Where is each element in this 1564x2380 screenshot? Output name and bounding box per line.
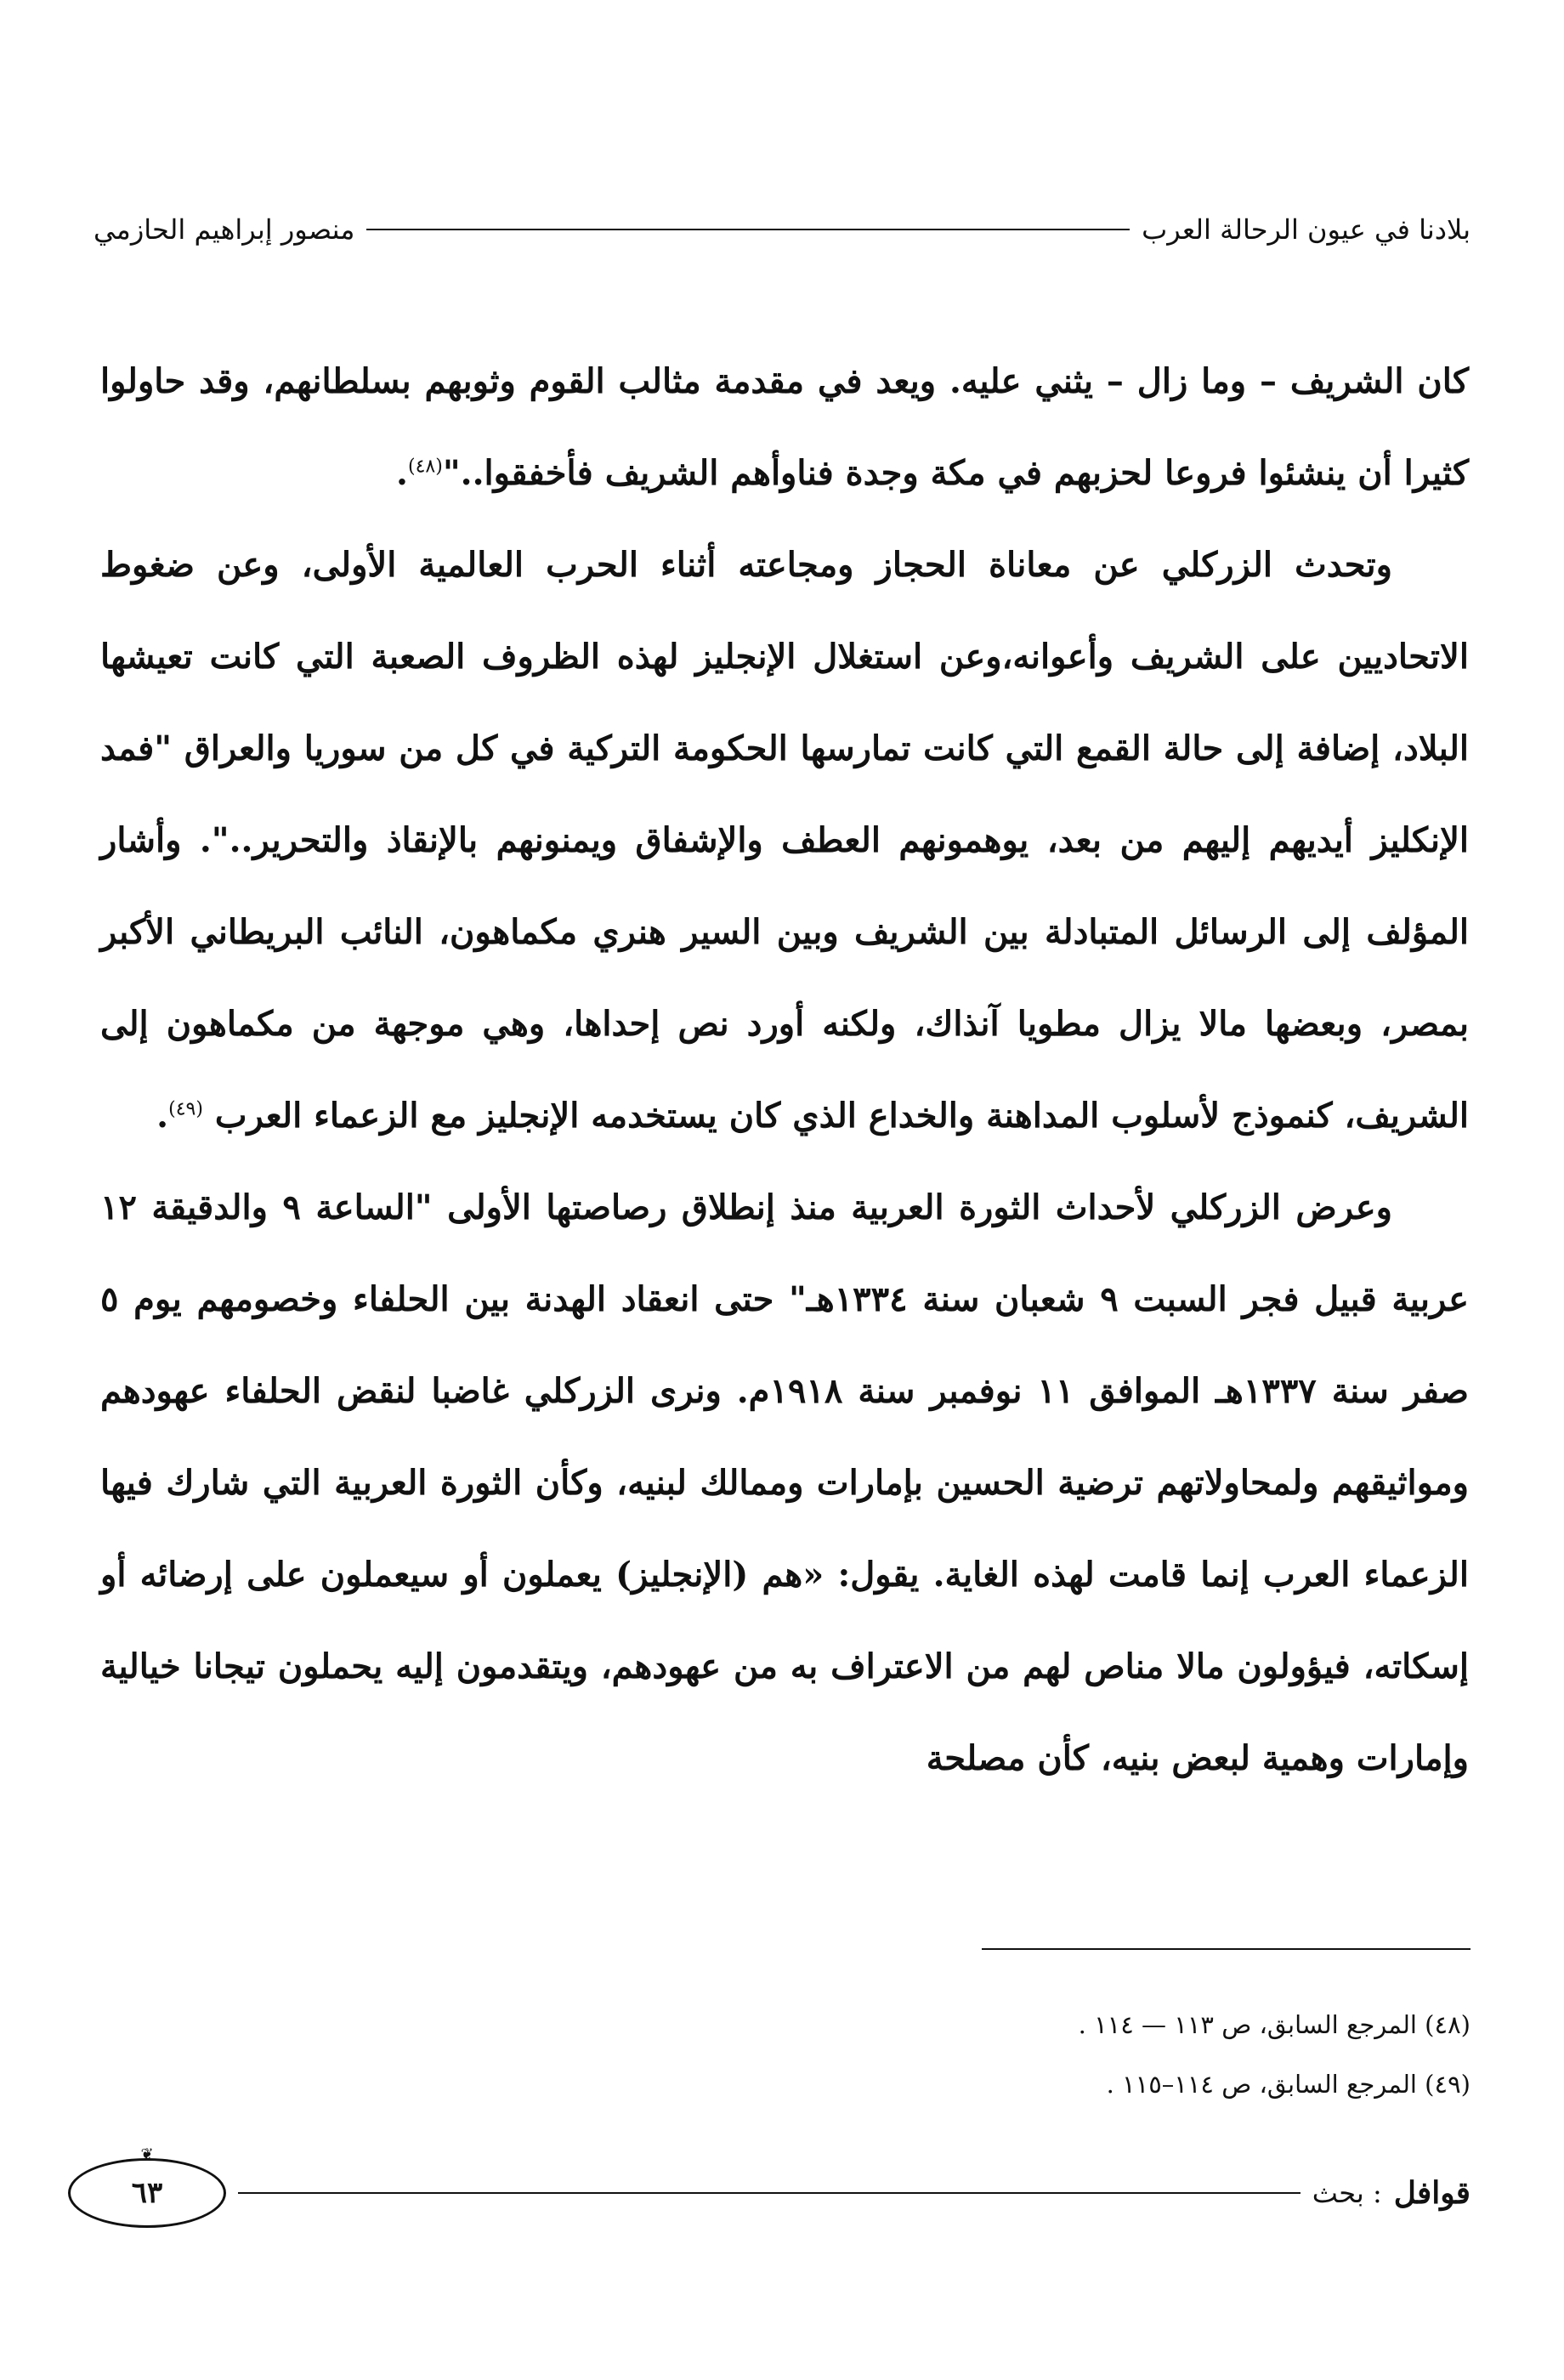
paragraph-2 (100, 519, 1469, 1162)
header-rule (366, 229, 1130, 230)
section-label: : بحث (1312, 2177, 1382, 2209)
main-text (100, 336, 1469, 1805)
page-number: ٦٣ (131, 2176, 163, 2210)
journal-name: قوافل (1393, 2175, 1470, 2211)
footnote-separator (982, 1948, 1470, 1950)
author-name: منصور إبراهيم الحازمي (94, 213, 355, 246)
footer-rule (238, 2192, 1300, 2194)
paragraph-2-end: . (156, 1096, 169, 1136)
footnote-ref-48: (٤٨) (407, 456, 443, 478)
paragraph-1-text: كان الشريف – وما زال – يثني عليه. ويعد في مقدمة مثالب القوم وثوبهم بسلطانهم، وقد حاولوا كثيرا أن ينشئوا فروعا لحزبهم في مكة وجدة فناوأهم الشريف فأخفقوا.." (100, 361, 1469, 493)
running-header (94, 204, 1470, 255)
ornament-icon: ❦ (140, 2145, 154, 2163)
page-number-oval (68, 2145, 226, 2228)
footnote-ref-49: (٤٩) (168, 1098, 203, 1120)
paragraph-2-text: وتحدث الزركلي عن معاناة الحجاز ومجاعته أثناء الحرب العالمية الأولى، وعن ضغوط الاتحاديين على الشريف وأعوانه،وعن استغلال الإنجليز لهذه الظروف الصعبة التي كانت تعيشها البلاد، إضافة إلى حالة القمع التي كانت تمارسها الحكومة التركية في كل من سوريا والعراق "فمد الإنكليز أيديهم إليهم من بعد، يوهمونهم العطف والإشفاق ويمنونهم بالإنقاذ والتحرير..". وأشار المؤلف إلى الرسائل المتبادلة بين الشريف وبين السير هنري مكماهون، النائب البريطاني الأكبر بمصر، وبعضها مالا يزال مطويا آنذاك، ولكنه أورد نص إحداها، وهي موجهة من مكماهون إلى الشريف، كنموذج لأسلوب المداهنة والخداع الذي كان يستخدمه الإنجليز مع الزعماء العرب (100, 545, 1469, 1136)
paragraph-1 (100, 336, 1469, 519)
paragraph-1-end: . (396, 453, 408, 493)
book-title: بلادنا في عيون الرحالة العرب (1142, 213, 1470, 246)
paragraph-3: وعرض الزركلي لأحداث الثورة العربية منذ إنطلاق رصاصتها الأولى "الساعة ٩ والدقيقة ١٢ عربية قبيل فجر السبت ٩ شعبان سنة ١٣٣٤هـ" حتى انعقاد الهدنة بين الحلفاء وخصومهم يوم ٥ صفر سنة ١٣٣٧هـ الموافق ١١ نوفمبر سنة ١٩١٨م. ونرى الزركلي غاضبا لنقض الحلفاء عهودهم ومواثيقهم ولمحاولاتهم ترضية الحسين بإمارات وممالك لبنيه، وكأن الثورة العربية التي شارك فيها الزعماء العرب إنما قامت لهذه الغاية. يقول: «هم (الإنجليز) يعملون أو سيعملون على إرضائه أو إسكاته، فيؤولون مالا مناص لهم من الاعتراف به من عهودهم، ويتقدمون إليه يحملون تيجانا خيالية وإمارات وهمية لبعض بنيه، كأن مصلحة (100, 1187, 1469, 1778)
footnote-49: (٤٩) المرجع السابق، ص ١١٤–١١٥ . (1106, 2070, 1470, 2099)
footnote-48: (٤٨) المرجع السابق، ص ١١٣ — ١١٤ . (1078, 2010, 1470, 2039)
page-footer (68, 2145, 1470, 2231)
